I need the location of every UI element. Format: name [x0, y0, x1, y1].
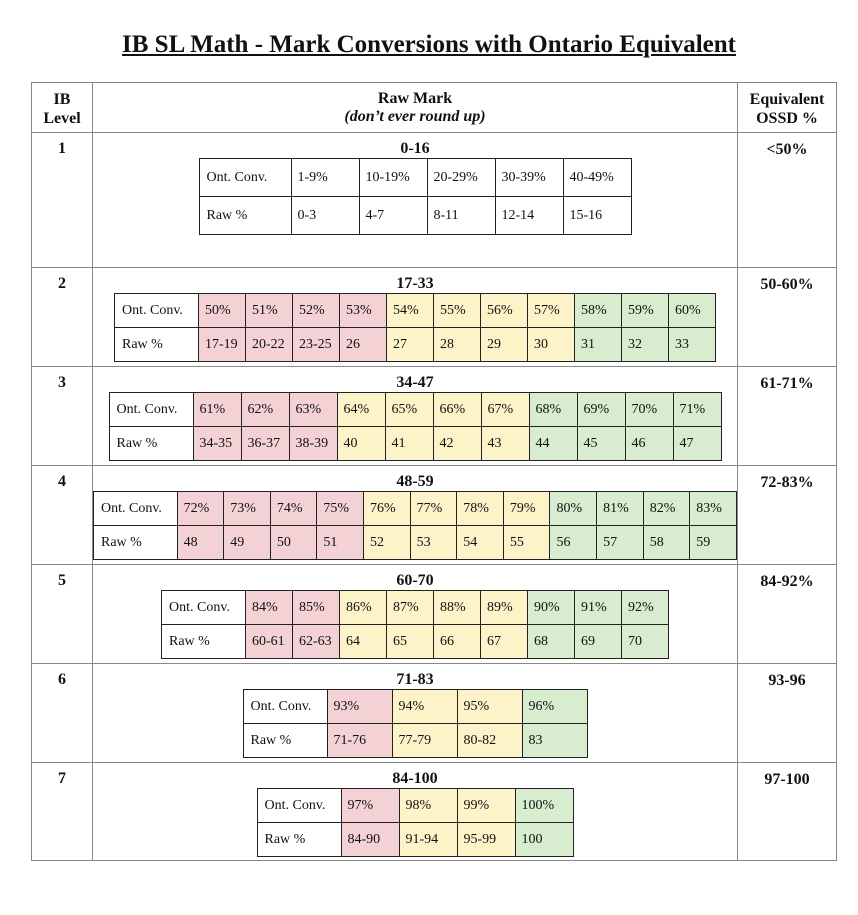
ont-conv-value: 52% — [293, 294, 340, 328]
raw-mark-header-title: Raw Mark — [377, 90, 453, 107]
ont-conv-value: 68% — [529, 393, 577, 427]
raw-percent-value: 17-19 — [199, 328, 246, 362]
equivalent-header-line1: Equivalent — [749, 91, 825, 108]
raw-percent-row — [115, 328, 716, 362]
ont-conv-row — [162, 591, 669, 625]
ont-conv-value: 86% — [340, 591, 387, 625]
raw-percent-value: 54 — [457, 526, 504, 560]
ont-conv-label: Ont. Conv. — [115, 294, 199, 328]
ont-conv-value: 1-9% — [291, 159, 359, 197]
equivalent-header-line2: OSSD % — [756, 110, 818, 127]
ont-conv-label: Ont. Conv. — [109, 393, 193, 427]
ont-conv-value: 20-29% — [427, 159, 495, 197]
equivalent-cell — [738, 466, 837, 565]
conversion-table — [31, 82, 837, 861]
raw-mark-cell — [93, 565, 738, 664]
conversion-subtable — [199, 158, 632, 235]
raw-mark-range: 0-16 — [400, 140, 430, 157]
level-row — [32, 664, 837, 763]
ont-conv-value: 89% — [481, 591, 528, 625]
raw-percent-value: 50 — [270, 526, 317, 560]
ont-conv-value: 51% — [246, 294, 293, 328]
equivalent-value: 50-60% — [760, 276, 814, 293]
raw-percent-value: 0-3 — [291, 197, 359, 235]
ont-conv-value: 60% — [669, 294, 716, 328]
conversion-subtable — [109, 392, 722, 461]
raw-percent-value: 65 — [387, 625, 434, 659]
ib-level-header-line2: Level — [43, 110, 81, 127]
ont-conv-value: 98% — [399, 789, 457, 823]
ont-conv-value: 94% — [392, 690, 457, 724]
ont-conv-value: 10-19% — [359, 159, 427, 197]
conversion-subtable — [243, 689, 588, 758]
raw-percent-value: 36-37 — [241, 427, 289, 461]
ont-conv-value: 57% — [528, 294, 575, 328]
raw-mark-range: 60-70 — [396, 572, 434, 589]
equivalent-value: 72-83% — [760, 474, 814, 491]
ont-conv-value: 63% — [289, 393, 337, 427]
raw-percent-value: 57 — [597, 526, 644, 560]
ont-conv-label: Ont. Conv. — [243, 690, 327, 724]
raw-mark-range: 48-59 — [396, 473, 434, 490]
header-row — [32, 83, 837, 133]
equivalent-value: 84-92% — [760, 573, 814, 590]
equivalent-cell — [738, 367, 837, 466]
raw-percent-label: Raw % — [199, 197, 291, 235]
ont-conv-value: 64% — [337, 393, 385, 427]
ont-conv-row — [243, 690, 587, 724]
raw-percent-value: 42 — [433, 427, 481, 461]
ont-conv-value: 93% — [327, 690, 392, 724]
raw-percent-value: 80-82 — [457, 724, 522, 758]
equivalent-value: <50% — [766, 141, 808, 158]
ib-level-cell — [32, 133, 93, 268]
ont-conv-value: 87% — [387, 591, 434, 625]
raw-mark-range: 34-47 — [396, 374, 434, 391]
raw-percent-value: 26 — [340, 328, 387, 362]
ib-level-cell — [32, 664, 93, 763]
ont-conv-value: 59% — [622, 294, 669, 328]
raw-percent-value: 62-63 — [293, 625, 340, 659]
level-row — [32, 367, 837, 466]
equivalent-header — [738, 83, 837, 133]
page-title: IB SL Math - Mark Conversions with Ontario Equivalent — [122, 31, 736, 58]
raw-percent-row — [243, 724, 587, 758]
raw-mark-cell — [93, 133, 738, 268]
raw-mark-range: 17-33 — [396, 275, 434, 292]
ib-level-cell — [32, 565, 93, 664]
raw-percent-value: 20-22 — [246, 328, 293, 362]
raw-percent-value: 49 — [224, 526, 271, 560]
raw-percent-label: Raw % — [115, 328, 199, 362]
ib-level-value: 2 — [58, 275, 66, 292]
ib-level-value: 3 — [58, 374, 66, 391]
raw-percent-value: 23-25 — [293, 328, 340, 362]
raw-percent-label: Raw % — [257, 823, 341, 857]
raw-percent-value: 38-39 — [289, 427, 337, 461]
raw-percent-value: 56 — [550, 526, 597, 560]
ib-level-cell — [32, 763, 93, 861]
level-row — [32, 268, 837, 367]
conversion-subtable — [161, 590, 669, 659]
ont-conv-value: 100% — [515, 789, 573, 823]
raw-percent-value: 45 — [577, 427, 625, 461]
ont-conv-value: 61% — [193, 393, 241, 427]
ib-level-header — [32, 83, 93, 133]
equivalent-value: 61-71% — [760, 375, 814, 392]
ont-conv-value: 73% — [224, 492, 271, 526]
raw-percent-value: 58 — [643, 526, 690, 560]
raw-mark-cell — [93, 367, 738, 466]
ont-conv-value: 77% — [410, 492, 457, 526]
ont-conv-value: 90% — [528, 591, 575, 625]
ont-conv-value: 84% — [246, 591, 293, 625]
ont-conv-value: 71% — [673, 393, 721, 427]
ont-conv-value: 88% — [434, 591, 481, 625]
ont-conv-value: 74% — [270, 492, 317, 526]
raw-percent-row — [199, 197, 631, 235]
equivalent-cell — [738, 664, 837, 763]
raw-percent-value: 71-76 — [327, 724, 392, 758]
raw-percent-value: 27 — [387, 328, 434, 362]
raw-percent-label: Raw % — [94, 526, 178, 560]
level-row — [32, 763, 837, 861]
raw-percent-value: 28 — [434, 328, 481, 362]
ont-conv-row — [94, 492, 737, 526]
ont-conv-value: 58% — [575, 294, 622, 328]
ont-conv-value: 66% — [433, 393, 481, 427]
raw-percent-value: 69 — [575, 625, 622, 659]
raw-percent-value: 47 — [673, 427, 721, 461]
raw-percent-label: Raw % — [162, 625, 246, 659]
ont-conv-value: 99% — [457, 789, 515, 823]
ont-conv-value: 92% — [622, 591, 669, 625]
raw-mark-range: 71-83 — [396, 671, 434, 688]
ib-level-value: 1 — [58, 140, 66, 157]
ib-level-cell — [32, 367, 93, 466]
raw-percent-value: 53 — [410, 526, 457, 560]
raw-mark-header — [93, 83, 738, 133]
ont-conv-value: 81% — [597, 492, 644, 526]
raw-percent-row — [109, 427, 721, 461]
ont-conv-value: 69% — [577, 393, 625, 427]
ont-conv-value: 62% — [241, 393, 289, 427]
raw-percent-value: 30 — [528, 328, 575, 362]
raw-percent-value: 68 — [528, 625, 575, 659]
ont-conv-value: 30-39% — [495, 159, 563, 197]
level-row — [32, 565, 837, 664]
ont-conv-value: 50% — [199, 294, 246, 328]
raw-percent-row — [94, 526, 737, 560]
raw-percent-value: 44 — [529, 427, 577, 461]
raw-mark-cell — [93, 466, 738, 565]
raw-percent-value: 95-99 — [457, 823, 515, 857]
raw-percent-value: 48 — [177, 526, 224, 560]
raw-percent-value: 29 — [481, 328, 528, 362]
raw-mark-range: 84-100 — [392, 770, 438, 787]
raw-percent-value: 84-90 — [341, 823, 399, 857]
ont-conv-value: 56% — [481, 294, 528, 328]
raw-percent-value: 91-94 — [399, 823, 457, 857]
raw-mark-cell — [93, 268, 738, 367]
ont-conv-label: Ont. Conv. — [162, 591, 246, 625]
level-row — [32, 133, 837, 268]
ont-conv-value: 80% — [550, 492, 597, 526]
raw-percent-value: 55 — [503, 526, 550, 560]
equivalent-cell — [738, 268, 837, 367]
equivalent-value: 97-100 — [764, 771, 810, 788]
raw-percent-value: 43 — [481, 427, 529, 461]
equivalent-cell — [738, 565, 837, 664]
raw-percent-value: 67 — [481, 625, 528, 659]
ont-conv-value: 75% — [317, 492, 364, 526]
raw-percent-value: 83 — [522, 724, 587, 758]
equivalent-cell — [738, 133, 837, 268]
ont-conv-value: 79% — [503, 492, 550, 526]
equivalent-value: 93-96 — [768, 672, 806, 689]
ont-conv-row — [109, 393, 721, 427]
ont-conv-row — [257, 789, 573, 823]
raw-percent-label: Raw % — [109, 427, 193, 461]
ib-level-value: 4 — [58, 473, 66, 490]
ont-conv-value: 53% — [340, 294, 387, 328]
ib-level-header-line1: IB — [53, 91, 71, 108]
raw-percent-value: 40 — [337, 427, 385, 461]
conversion-subtable — [93, 491, 737, 560]
ont-conv-label: Ont. Conv. — [199, 159, 291, 197]
raw-percent-value: 100 — [515, 823, 573, 857]
conversion-subtable — [114, 293, 716, 362]
raw-percent-value: 15-16 — [563, 197, 631, 235]
ont-conv-label: Ont. Conv. — [257, 789, 341, 823]
raw-percent-value: 66 — [434, 625, 481, 659]
ont-conv-value: 91% — [575, 591, 622, 625]
ont-conv-value: 70% — [625, 393, 673, 427]
raw-percent-value: 33 — [669, 328, 716, 362]
raw-percent-value: 60-61 — [246, 625, 293, 659]
raw-percent-value: 32 — [622, 328, 669, 362]
raw-mark-cell — [93, 664, 738, 763]
ont-conv-value: 40-49% — [563, 159, 631, 197]
ont-conv-label: Ont. Conv. — [94, 492, 178, 526]
ib-level-value: 6 — [58, 671, 66, 688]
ont-conv-value: 78% — [457, 492, 504, 526]
ib-level-cell — [32, 466, 93, 565]
ib-level-value: 7 — [58, 770, 66, 787]
ont-conv-value: 76% — [364, 492, 411, 526]
ont-conv-row — [199, 159, 631, 197]
ont-conv-value: 96% — [522, 690, 587, 724]
ont-conv-value: 82% — [643, 492, 690, 526]
ont-conv-value: 95% — [457, 690, 522, 724]
ont-conv-value: 54% — [387, 294, 434, 328]
ont-conv-value: 83% — [690, 492, 737, 526]
raw-percent-value: 64 — [340, 625, 387, 659]
raw-percent-value: 70 — [622, 625, 669, 659]
raw-percent-row — [162, 625, 669, 659]
raw-percent-value: 46 — [625, 427, 673, 461]
raw-percent-value: 31 — [575, 328, 622, 362]
raw-percent-value: 41 — [385, 427, 433, 461]
raw-percent-value: 8-11 — [427, 197, 495, 235]
raw-percent-value: 12-14 — [495, 197, 563, 235]
conversion-subtable — [257, 788, 574, 857]
raw-percent-value: 59 — [690, 526, 737, 560]
raw-percent-value: 52 — [364, 526, 411, 560]
raw-percent-row — [257, 823, 573, 857]
raw-mark-cell — [93, 763, 738, 861]
ont-conv-value: 97% — [341, 789, 399, 823]
ib-level-value: 5 — [58, 572, 66, 589]
raw-percent-value: 77-79 — [392, 724, 457, 758]
raw-mark-header-note: (don’t ever round up) — [344, 108, 486, 125]
ont-conv-value: 85% — [293, 591, 340, 625]
ib-level-cell — [32, 268, 93, 367]
level-row — [32, 466, 837, 565]
ont-conv-value: 65% — [385, 393, 433, 427]
ont-conv-value: 72% — [177, 492, 224, 526]
ont-conv-row — [115, 294, 716, 328]
ont-conv-value: 55% — [434, 294, 481, 328]
raw-percent-value: 34-35 — [193, 427, 241, 461]
raw-percent-value: 51 — [317, 526, 364, 560]
equivalent-cell — [738, 763, 837, 861]
raw-percent-label: Raw % — [243, 724, 327, 758]
raw-percent-value: 4-7 — [359, 197, 427, 235]
ont-conv-value: 67% — [481, 393, 529, 427]
